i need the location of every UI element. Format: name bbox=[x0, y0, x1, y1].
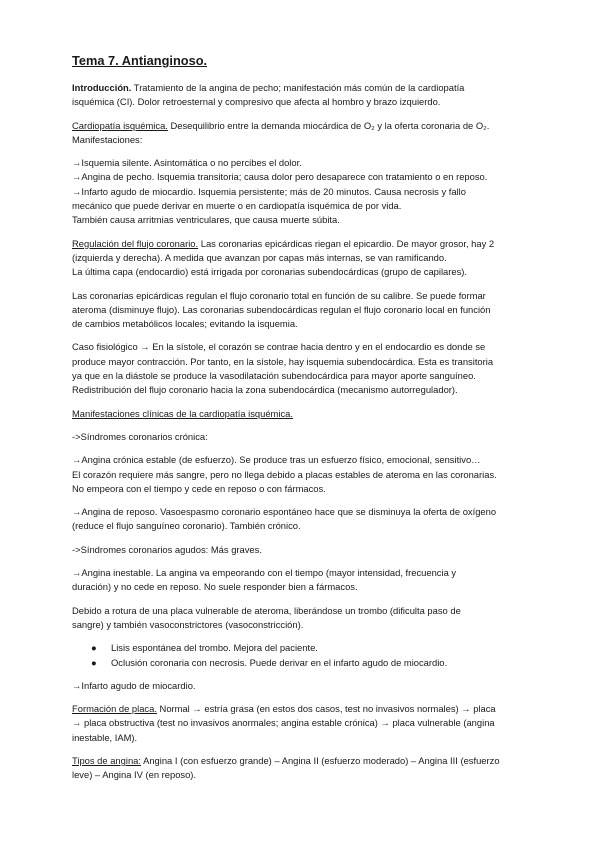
cardiopatia-line-2: Manifestaciones: bbox=[72, 133, 143, 145]
agudos-heading: ->Síndromes coronarios agudos: Más graves. bbox=[72, 543, 262, 555]
list-item bbox=[72, 641, 532, 655]
list-item bbox=[72, 656, 532, 670]
cardiopatia-item: →Infarto agudo de miocardio. Isquemia persistente; más de 20 minutos. Causa necrosis y fallo bbox=[72, 185, 466, 197]
list-item-text: Lisis espontánea del trombo. Mejora del paciente. bbox=[111, 642, 318, 654]
page-title: Tema 7. Antianginoso. bbox=[72, 53, 208, 68]
formacion-heading: Formación de placa. bbox=[72, 703, 157, 715]
cardiopatia-heading: Cardiopatía isquémica. bbox=[72, 119, 168, 131]
regulacion-heading: Regulación del flujo coronario. bbox=[72, 237, 199, 249]
epicardicas-line-3: de cambios metabólicos locales; evitando la isquemia. bbox=[72, 318, 298, 330]
tipos-line-2: leve) – Angina IV (en reposo). bbox=[72, 769, 197, 781]
cronicos-paragraph bbox=[72, 430, 532, 444]
intro-paragraph bbox=[72, 81, 532, 110]
rotura-paragraph bbox=[72, 604, 532, 633]
regulacion-paragraph bbox=[72, 237, 532, 280]
rotura-line-2: sangre) y también vasoconstrictores (vasoconstricción). bbox=[72, 618, 304, 630]
caso-line-1: Caso fisiológico → En la sístole, el corazón se contrae hacia dentro y en el endocardio es donde se bbox=[72, 341, 486, 353]
manifestaciones-heading: Manifestaciones clínicas de la cardiopatía isquémica. bbox=[72, 407, 293, 419]
caso-line-3: ya que en la diástole se produce la vasodilatación subendocárdica para mayor aporte sanguíneo. bbox=[72, 370, 476, 382]
formacion-line-3: inestable, IAM). bbox=[72, 731, 138, 743]
regulacion-line-1 bbox=[72, 237, 532, 251]
cardiopatia-text-1: Desequilibrio entre la demanda miocárdica de O₂ y la oferta coronaria de O₂. bbox=[167, 119, 490, 131]
tipos-paragraph bbox=[72, 754, 532, 783]
formacion-paragraph bbox=[72, 702, 532, 745]
cardiopatia-item: →Angina de pecho. Isquemia transitoria; causa dolor pero desaparece con tratamiento o en reposo. bbox=[72, 171, 488, 183]
tipos-heading: Tipos de angina: bbox=[72, 754, 141, 766]
regulacion-line-3: La última capa (endocardio) está irrigada por coronarias subendocárdicas (grupo de capilares). bbox=[72, 266, 468, 278]
agudos-paragraph bbox=[72, 543, 532, 557]
epicardicas-line-1: Las coronarias epicárdicas regulan el flujo coronario total en función de su calibre. Se puede formar bbox=[72, 289, 486, 301]
formacion-line-2: → placa obstructiva (test no invasivos anormales; angina estable crónica) → placa vulnerable (angina bbox=[72, 717, 495, 729]
intro-label: Introducción. bbox=[72, 82, 132, 93]
formacion-text-1: Normal → estría grasa (en estos dos casos, test no invasivos normales) → placa bbox=[156, 703, 496, 715]
intro-line-1 bbox=[72, 81, 532, 95]
outcome-list bbox=[72, 641, 532, 670]
rotura-line-1: Debido a rotura de una placa vulnerable de ateroma, liberándose un trombo (dificulta paso de bbox=[72, 604, 461, 616]
bullet-icon: ● bbox=[91, 642, 97, 654]
infarto-paragraph bbox=[72, 679, 532, 693]
reposo-line-1: →Angina de reposo. Vasoespasmo coronario espontáneo hace que se disminuya la oferta de oxígeno bbox=[72, 506, 497, 518]
epicardicas-line-2: ateroma (disminuye flujo). Las coronarias subendocárdicas regulan el flujo coronario local en función bbox=[72, 303, 491, 315]
inestable-line-2: duración) y no cede en reposo. No suele responder bien a fármacos. bbox=[72, 581, 358, 593]
tipos-text-1: Angina I (con esfuerzo grande) – Angina II (esfuerzo moderado) – Angina III (esfuerzo bbox=[140, 754, 500, 766]
cardiopatia-items bbox=[72, 156, 532, 227]
epicardicas-paragraph bbox=[72, 289, 532, 332]
infarto-line: →Infarto agudo de miocardio. bbox=[72, 679, 196, 691]
bullet-icon: ● bbox=[91, 656, 97, 668]
caso-line-2: produce mayor contracción. Por tanto, en la sístole, hay isquemia subendocárdica. Esta es transitoria bbox=[72, 355, 494, 367]
regulacion-line-2: (izquierda y derecha). A medida que avanzan por capas más internas, se van ramificando. bbox=[72, 251, 447, 263]
estable-line-2: El corazón requiere más sangre, pero no llega debido a placas estables de ateroma en las coronarias. bbox=[72, 468, 497, 480]
caso-line-4: Redistribución del flujo coronario hacia la zona subendocárdica (mecanismo autorregulador). bbox=[72, 384, 458, 396]
cardiopatia-item: También causa arritmias ventriculares, que causa muerte súbita. bbox=[72, 214, 340, 226]
manifestaciones-heading-paragraph bbox=[72, 407, 532, 421]
formacion-line-1 bbox=[72, 702, 532, 716]
document-page bbox=[72, 52, 532, 792]
cardiopatia-item: mecánico que puede derivar en muerte o en cardiopatía isquémica de por vida. bbox=[72, 200, 402, 212]
tipos-line-1 bbox=[72, 754, 532, 768]
cardiopatia-line-1 bbox=[72, 119, 532, 133]
intro-line-2: isquémica (CI). Dolor retroesternal y compresivo que afecta al hombro y brazo izquierdo. bbox=[72, 96, 441, 108]
estable-line-1: →Angina crónica estable (de esfuerzo). Se produce tras un esfuerzo físico, emocional, sensitivo… bbox=[72, 454, 481, 466]
inestable-paragraph bbox=[72, 566, 532, 595]
caso-paragraph bbox=[72, 340, 532, 397]
cardiopatia-paragraph bbox=[72, 119, 532, 148]
reposo-line-2: (reduce el flujo sanguíneo coronario). También crónico. bbox=[72, 520, 301, 532]
estable-paragraph bbox=[72, 453, 532, 496]
inestable-line-1: →Angina inestable. La angina va empeorando con el tiempo (mayor intensidad, frecuencia y bbox=[72, 567, 457, 579]
intro-text-1: Tratamiento de la angina de pecho; manifestación más común de la cardiopatía bbox=[131, 82, 465, 93]
estable-line-3: No empeora con el tiempo y cede en reposo o con fármacos. bbox=[72, 482, 326, 494]
cardiopatia-item: →Isquemia silente. Asintomática o no percibes el dolor. bbox=[72, 157, 302, 169]
reposo-paragraph bbox=[72, 505, 532, 534]
list-item-text: Oclusión coronaria con necrosis. Puede derivar en el infarto agudo de miocardio. bbox=[111, 656, 448, 668]
cronicos-heading: ->Síndromes coronarios crónica: bbox=[72, 430, 208, 442]
regulacion-text-1: Las coronarias epicárdicas riegan el epicardio. De mayor grosor, hay 2 bbox=[198, 237, 495, 249]
